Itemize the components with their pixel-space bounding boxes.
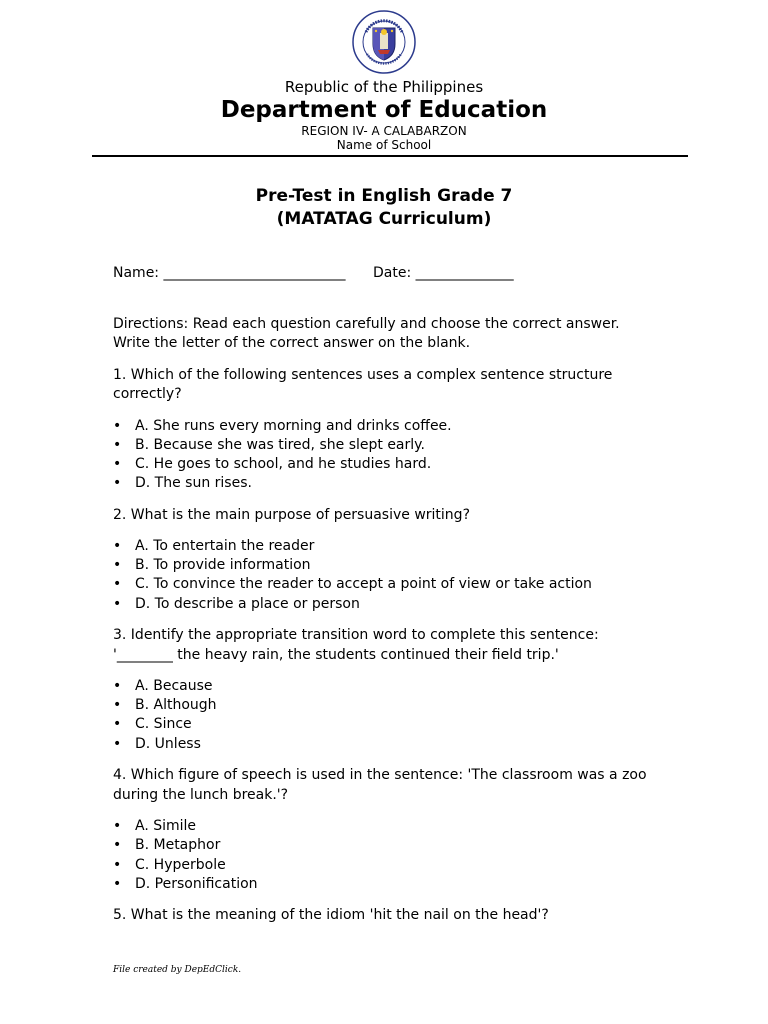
bullet-icon: • [113,418,122,434]
bullet-icon: • [113,857,122,873]
bullet-icon: • [113,557,122,573]
bullet-icon: • [113,576,122,592]
test-title: Pre-Test in English Grade 7 [255,186,513,206]
bullet-icon: • [113,456,122,472]
bullet-icon: • [113,538,122,554]
test-subtitle: (MATATAG Curriculum) [276,209,492,229]
question-1-text-cont: correctly? [113,386,182,402]
directions-line-1: Directions: Read each question carefully and choose the correct answer. [113,316,620,332]
republic-label: Republic of the Philippines [284,78,484,96]
question-3-text-cont: '________ the heavy rain, the students continued their field trip.' [113,647,559,663]
question-3-text: 3. Identify the appropriate transition word to complete this sentence: [113,627,599,643]
deped-seal-icon [352,10,416,74]
directions-line-2: Write the letter of the correct answer on the blank. [113,335,471,351]
bullet-icon: • [113,736,122,752]
name-field[interactable]: Name: __________________________ [113,265,346,281]
question-4-text-cont: during the lunch break.'? [113,787,289,803]
header-divider [92,155,688,157]
bullet-icon: • [113,437,122,453]
department-title: Department of Education [220,97,548,123]
bullet-icon: • [113,596,122,612]
bullet-icon: • [113,475,122,491]
school-name: Name of School [336,138,432,152]
bullet-icon: • [113,837,122,853]
bullet-icon: • [113,697,122,713]
question-1-text: 1. Which of the following sentences uses a complex sentence structure [113,367,613,383]
bullet-icon: • [113,716,122,732]
bullet-icon: • [113,876,122,892]
bullet-icon: • [113,818,122,834]
footer-credit: File created by DepEdClick. [113,965,242,975]
region-label: REGION IV- A CALABARZON [301,124,467,138]
question-2-text: 2. What is the main purpose of persuasive writing? [113,507,470,523]
bullet-icon: • [113,678,122,694]
question-4-text: 4. Which figure of speech is used in the sentence: 'The classroom was a zoo [113,767,647,783]
date-field[interactable]: Date: ______________ [373,265,514,281]
question-5-text: 5. What is the meaning of the idiom 'hit the nail on the head'? [113,907,549,923]
